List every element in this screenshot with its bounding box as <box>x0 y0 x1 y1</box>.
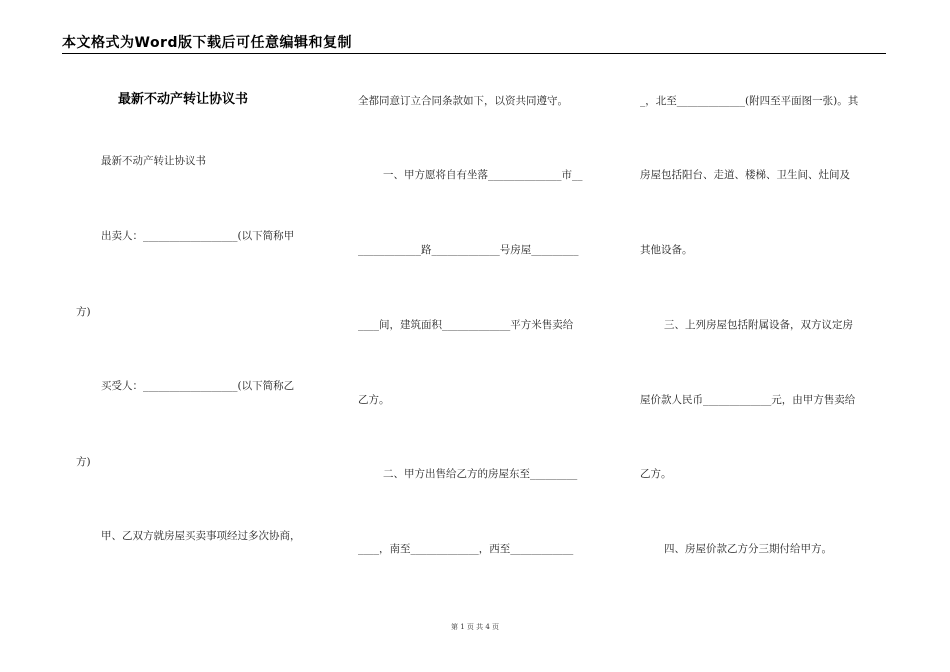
column3-line: _，北至_____________(附四至平面图一张)。其 <box>640 95 859 107</box>
column3-line: 四、房屋价款乙方分三期付给甲方。 <box>664 543 832 555</box>
column2-line: 二、甲方出售给乙方的房屋东至_________ <box>383 468 578 480</box>
column3-line: 其他设备。 <box>640 244 693 256</box>
column3-line: 房屋包括阳台、走道、楼梯、卫生间、灶间及 <box>640 169 850 181</box>
column3-line: 乙方。 <box>640 468 672 480</box>
column1-line: 最新不动产转让协议书 <box>101 155 206 167</box>
document-title: 最新不动产转让协议书 <box>118 92 249 107</box>
column1-line: 方) <box>76 456 91 468</box>
banner-divider <box>62 53 886 54</box>
column2-line: ____间，建筑面积_____________平方米售卖给 <box>358 319 574 331</box>
column1-line: 出卖人：__________________(以下简称甲 <box>101 230 295 242</box>
column1-line: 方) <box>76 306 91 318</box>
column2-line: 乙方。 <box>358 394 390 406</box>
column2-line: 全都同意订立合同条款如下，以资共同遵守。 <box>358 95 568 107</box>
column1-line: 买受人：__________________(以下简称乙 <box>101 380 295 392</box>
page-number: 第 1 页 共 4 页 <box>450 623 500 631</box>
column2-line: ____________路_____________号房屋_________ <box>358 244 579 256</box>
column3-line: 三、上列房屋包括附属设备，双方议定房 <box>664 319 853 331</box>
download-banner: 本文格式为Word版下载后可任意编辑和复制 <box>62 35 352 51</box>
column2-line: ____，南至_____________，西至____________ <box>358 543 574 555</box>
column2-line: 一、甲方愿将自有坐落______________市__ <box>383 169 583 181</box>
column1-line: 甲、乙双方就房屋买卖事项经过多次协商， <box>101 530 301 542</box>
column3-line: 屋价款人民币_____________元，由甲方售卖给 <box>640 394 856 406</box>
